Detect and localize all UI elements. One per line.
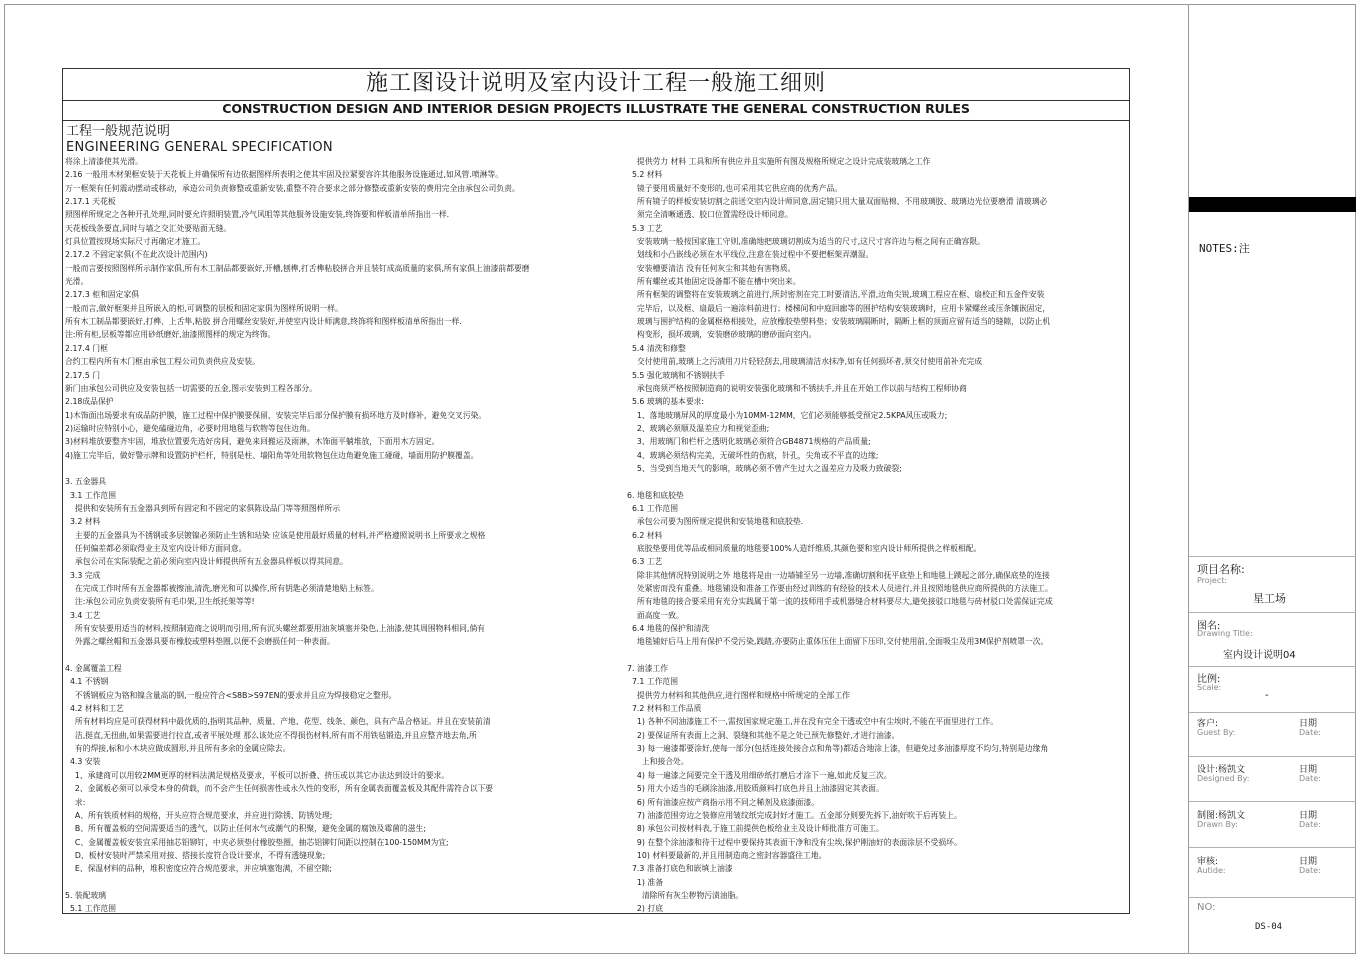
spec-line: 2.17.4 门框 <box>65 343 108 353</box>
client-date-label-en: Date: <box>1299 728 1321 737</box>
spec-line: 地毯铺好后马上用有保护不受污染,践踏,亦要防止重体压住上面留下压印,交付使用前,全面吸尘及用3M保护剂喷罩一次。 <box>627 637 1049 647</box>
title-english: CONSTRUCTION DESIGN AND INTERIOR DESIGN PROJECTS ILLUSTRATE THE GENERAL CONSTRUCTION RULES <box>222 101 970 116</box>
spec-line: 新门由承包公司供应及安装包括一切需要的五金,图示安装到工程各部分。 <box>65 383 317 393</box>
spec-line: C、金属覆盖板安装宜采用抽芯铝铆钉，中夹必须垫付橡胶垫圈，抽芯铝铆钉间距以控制在100-150MM为宜; <box>65 837 449 847</box>
drawn-date-label-en: Date: <box>1299 820 1321 829</box>
spec-line: 不锈钢板应为铬和镍含量高的钢,一般应符合<S8B>S97EN的要求并且应为焊接稳定之整形。 <box>65 690 397 700</box>
spec-line: 7.1 工作范围 <box>627 677 679 687</box>
spec-line: 完毕后，以及框、扇最后一遍涂料前进行；楼梯间和中庭回廊等的围护结构安装玻璃时，应用卡紧螺丝或压条镶嵌固定， <box>627 303 1051 313</box>
audit-date-label: 日期 <box>1299 857 1318 867</box>
spec-line: 6.1 工作范围 <box>627 503 679 513</box>
spec-line: 6.4 地毯的保护和清洗 <box>627 624 710 634</box>
spec-line: 2、玻璃必须顺及温差应力和视觉歪曲; <box>627 423 770 433</box>
tb-divider <box>1189 612 1356 613</box>
spec-line: 5.3 工艺 <box>627 223 663 233</box>
spec-line: 所有安装要用适当的材料,按照制造商之说明而引用,所有沉头螺丝都要用油灰填塞并染色,上油漆,使其周围物料相同,倘有 <box>65 624 485 634</box>
drawn-date-label: 日期 <box>1299 811 1318 821</box>
spec-line: 1) 各种不同油漆施工不一,需按国家规定施工,并在没有完全干透或空中有尘埃时,不能在平面里进行工作。 <box>627 717 998 727</box>
spec-line: 须完全清晰通透、胶口位置需经设计师同意。 <box>627 210 793 220</box>
notes-label: NOTES:注 <box>1199 242 1250 255</box>
spec-line <box>627 475 1127 488</box>
project-name: 星工场 <box>1253 592 1286 605</box>
spec-line: 3.4 工艺 <box>65 610 101 620</box>
spec-line: 交付使用前,玻璃上之污渍用刀片轻轻刮去,用玻璃清洁水抹净,如有任何损坏者,须交付使用前补充完成 <box>627 357 983 367</box>
spec-line: 2.18成品保护 <box>65 397 114 407</box>
spec-line: 底胶垫要用优等品或相同质量的地毯要100%人造纤维质,其颜色要和室内设计师所提供之样板相配。 <box>627 543 982 553</box>
spec-line: 处紧密而没有重叠。地毯铺设和准备工作要由经过训练的有经验的技术人员进行,并且按照地毯供应商所提供的方法施工。 <box>627 584 1053 593</box>
spec-line: 划线和小凸嵌线必须在水平线位,注意在装过程中不要把框架弄潮湿。 <box>627 250 874 260</box>
spec-line: 3. 五金器具 <box>65 477 107 487</box>
spec-line: 承包公司要为图所规定提供和安装地毯和底胶垫. <box>627 517 804 527</box>
spec-line: 所有螺丝或其他固定设备都不能在槽中突出来。 <box>627 277 801 287</box>
drawn-by-label-en: Drawn By: <box>1197 820 1238 829</box>
spec-line: 2.17.3 柜和固定家俱 <box>65 290 140 300</box>
spec-line: 3) 每一遍漆都要涂好,使每一部分(包括连接处接合点和角等)都适合地涂上漆，但避免过多油漆厚度不均匀,特别是边缘角 <box>627 744 1049 754</box>
spec-line: 承包公司在实际装配之前必须向室内设计师提供所有五金器具样板以得其同意。 <box>65 557 348 567</box>
spec-line: 3.2 材料 <box>65 517 101 527</box>
spec-line: 洁,挺直,无扭曲,如果需要进行拉直,或者平展处理 那么该处应不得损伤材料,所有而不用铁毡锻造,并且应整齐地去角,所 <box>65 730 477 740</box>
spec-line: 一般而言,做好框架并且所嵌入的柜,可调整的层板和固定家俱为图样所说明一样。 <box>65 303 343 313</box>
spec-line: 7) 油漆范围旁边之装修应用皱纹纸完成封好才施工。五金部分则要先拆下,油好吹干后再装上。 <box>627 810 962 820</box>
spec-line: 灯具位置按现场实际尺寸再确定才施工。 <box>65 237 206 247</box>
spec-line: 3)材料堆放要整齐牢固，堆放位置要先选好房间，避免来回搬运及雨淋，木饰面平躺堆放，下面用木方固定。 <box>65 437 440 447</box>
spec-line: 5.1 工作范围 <box>65 904 117 914</box>
spec-line: 5.4 清洗和修整 <box>627 343 686 353</box>
tb-divider <box>1189 801 1356 802</box>
drawing-title: 室内设计说明04 <box>1223 650 1296 661</box>
spec-line: 4.3 安装 <box>65 757 101 767</box>
spec-line: 10) 材料要最新的,并且用制造商之密封容器盛往工地。 <box>627 850 827 860</box>
spec-line: 2.17.1 天花板 <box>65 197 116 207</box>
section-title-english: ENGINEERING GENERAL SPECIFICATION <box>66 140 333 155</box>
spec-line <box>65 462 600 475</box>
scale-value: - <box>1265 690 1269 701</box>
spec-line: 6) 所有油漆应按产商指示用不同之稀剂及底漆面漆。 <box>627 797 819 807</box>
number-label: NO: <box>1197 902 1216 913</box>
spec-line: 提供劳力材料和其他供应,进行图样和规格中所规定的全部工作 <box>627 690 850 700</box>
spec-line: 镜子要用质量好不变形的,也可采用其它供应商的优秀产品。 <box>627 183 843 193</box>
spec-line: E、保温材料的品种，堆积密度应符合规范要求，并应填塞饱满，不留空隙; <box>65 864 332 874</box>
drawing-title-label-en: Drawing Title: <box>1197 629 1253 638</box>
spec-line: 一般而言要按照图样所示制作家俱,所有木工制品都要嵌好,开槽,刨榫,打舌榫粘胶拼合并且装钉成高质量的家俱,所有家俱上油漆前都要磨 <box>65 263 530 273</box>
spec-line: 光滑。 <box>65 277 89 287</box>
spec-line: 3.3 完成 <box>65 570 101 580</box>
spec-line: A、所有铁质材料的规格，开头应符合规范要求，并应进行除锈、防锈处理; <box>65 810 333 820</box>
spec-line: 6. 地毯和底胶垫 <box>627 490 684 500</box>
drawing-title-label: 图名: <box>1197 621 1221 632</box>
spec-line: 注:承包公司应负责安装所有毛巾架,卫生纸托架等等! <box>65 597 255 607</box>
client-label-en: Guest By: <box>1197 728 1236 737</box>
title-chinese: 施工图设计说明及室内设计工程一般施工细则 <box>365 71 826 96</box>
designer-date-label: 日期 <box>1299 765 1318 775</box>
spec-line: B、所有覆盖板的空间需要适当的透气，以防止任何水气或潮气的积聚，避免金属的腐蚀及霉菌的滋生; <box>65 824 426 834</box>
spec-line: 9) 在整个涂油漆和待干过程中要保持其表面干净和没有尘埃,保护刚油好的表面涂层不受损坏。 <box>627 837 962 847</box>
title-block <box>1188 4 1356 954</box>
spec-line: 外露之螺丝帽和五金器具要布橡胶或塑料垫圈,以便不会磨损任何一种表面。 <box>65 637 335 647</box>
spec-line: 天花板线条要直,同时与墙之交汇处要贴面无缝。 <box>65 223 232 233</box>
spec-line: 4.1 不锈钢 <box>65 677 109 687</box>
tb-divider <box>1189 556 1356 557</box>
designer-label-en: Designed By: <box>1197 774 1250 783</box>
spec-line: 照图样所规定之各种开孔处理,同时要允许照明装置,冷气风咀等其他服务设施安装,终饰要和样板清单所指出一样. <box>65 210 450 220</box>
spec-line: 5.2 材料 <box>627 170 663 180</box>
spec-line: 清除所有灰尘秽物污渍油脂。 <box>627 890 744 900</box>
spec-line: 2.16 一般用木材架框安装于天花板上并确保所有边依据图样所表明之使其牢固及拉紧要容许其他服务设施通过,如风管.喷淋等。 <box>65 170 504 180</box>
drawn-by-label: 制图:杨凯文 <box>1197 811 1246 821</box>
spec-line: 4、玻璃必须结构完美，无破坏性的伤痕，针孔，尖角或不平直的边缘; <box>627 450 879 460</box>
right-text-column <box>627 155 1127 916</box>
client-label: 客户: <box>1197 719 1219 729</box>
spec-line: 除非其他情况特别说明之外 地毯将是由一边墙铺至另一边墙,准确切割和抚平底垫上和地毯上蹼起之部分,确保底垫的连接 <box>627 570 1050 580</box>
spec-line: 3.1 工作范围 <box>65 490 117 500</box>
spec-line: 2) 打底 <box>627 904 663 914</box>
spec-line: 8) 承包公司按材料表,于施工前提供色板给业主及设计师批准方可施工。 <box>627 824 884 834</box>
spec-line: 万一框架有任何震动摆动或移动，承造公司负责修整或重新安装,重整不符合要求之部分修整或重新安装的费用完全由承包公司负责。 <box>65 183 520 193</box>
scale-label: 比例: <box>1197 674 1221 685</box>
section-title-chinese: 工程一般规范说明 <box>66 124 171 139</box>
client-date-label: 日期 <box>1299 719 1318 729</box>
spec-line: 4. 金属覆盖工程 <box>65 664 122 674</box>
spec-line: 5. 装配玻璃 <box>65 890 107 900</box>
spec-line: 2.17.5 门 <box>65 370 101 380</box>
spec-line: 所有镜子的样板安装切割之前送交室内设计师同意,固定镜只用大量双面贴棉、不用玻璃胶、玻璃边光位要磨滑 清玻璃必 <box>627 197 1048 207</box>
spec-line: 有的焊接,标和小木块应做成圆形,并且所有多余的金属应除去。 <box>65 744 291 754</box>
spec-line: 上和接合处。 <box>627 757 689 767</box>
spec-line: 5) 用大小适当的毛刷涂油漆,用胶质颜料打底色并且上油漆固定其表面。 <box>627 784 884 794</box>
designer-label: 设计:杨凯文 <box>1197 765 1246 775</box>
spec-line: 2)运输时应特别小心，避免磕碰边角，必要时用地毯与软物等包住边角。 <box>65 423 315 433</box>
spec-line: 所有地毯的接合要采用有充分实践属于第一流的技师用手或机器缝合材料要尽大,避免接驳口地毯与砖材驳口处需保证完成 <box>627 597 1053 607</box>
spec-line: 1) 准备 <box>627 877 663 887</box>
spec-line: 将涂上清漆使其光滑。 <box>65 157 143 166</box>
spec-line: 合约工程内所有木门框由承包工程公司负责供应及安装。 <box>65 357 260 367</box>
audit-label-en: Autide: <box>1197 866 1226 875</box>
project-label: 项目名称: <box>1197 563 1245 576</box>
audit-label: 审核: <box>1197 857 1219 867</box>
spec-line: 所有木工制品都要嵌好,打榫、上舌隼,粘胶 拼合用螺丝安装好,并使室内设计师满意,终饰将和图样板清单所指出一样. <box>65 317 462 327</box>
spec-line: 在完成工作时所有五金器都被擦油,清洗,磨光和可以操作,所有钥匙必须清楚地贴上标签。 <box>65 584 379 593</box>
spec-line: 构变形，损坏玻璃，安装磨砂玻璃的磨砂面向室内。 <box>627 330 817 340</box>
spec-line: 7.3 准备打底色和嵌填上油漆 <box>627 864 733 874</box>
spec-line: 7. 油漆工作 <box>627 664 669 674</box>
spec-line: 所有框架的调整将在安装玻璃之前进行,所封密剂在完工时要清洁,平滑,边角尖锐,玻璃工程应在框、扇校正和五金件安装 <box>627 290 1045 300</box>
spec-line: 求: <box>65 797 86 807</box>
project-label-en: Project: <box>1197 576 1228 585</box>
spec-line: 4)施工完毕后，做好警示牌和设置防护栏杆，特别是柱、墙阳角等处用软物包住边角避免施工碰碰，墙面用防护膜覆盖。 <box>65 450 479 460</box>
spec-line: 任何偏差都必须取得业主及室内设计师方面同意。 <box>65 543 247 553</box>
scale-label-en: Scale: <box>1197 683 1222 692</box>
spec-line: 4.2 材料和工艺 <box>65 704 124 714</box>
spec-line: 5.5 强化玻璃和不锈钢扶手 <box>627 370 725 380</box>
title-block-bar <box>1189 197 1356 212</box>
spec-line: 安装槽要清洁 没有任何灰尘和其他有害物质。 <box>627 263 796 273</box>
title-divider-lower <box>63 120 1129 121</box>
audit-date-label-en: Date: <box>1299 866 1321 875</box>
spec-line: 提供和安装所有五金器具到所有固定和不固定的家俱陈设品门等等照图样所示 <box>65 503 341 513</box>
spec-line: 6.2 材料 <box>627 530 663 540</box>
spec-line <box>65 649 600 662</box>
spec-line <box>65 876 600 889</box>
spec-line: 面高度一致。 <box>627 610 684 620</box>
left-text-column <box>65 155 600 916</box>
spec-line: 1、承建商可以用较2MM更厚的材料法满足规格及要求，平板可以折叠、挤压或以其它办法达到设计的要求。 <box>65 770 450 780</box>
tb-divider <box>1189 756 1356 757</box>
spec-line: 玻璃与围护结构的金属框格相接处，应放橡胶垫塑料垫；安装玻璃隔断时，隔断上框的顶面应留有适当的缝隙，以防止机 <box>627 317 1051 327</box>
spec-line: 安装玻璃一般按国家施工守则,准确地把玻璃切割成为适当的尺寸,这尺寸容许边与框之间有正确容限。 <box>627 237 985 247</box>
spec-line: 2.17.2 不固定家俱(不在此次设计范围内) <box>65 250 208 260</box>
spec-line: 1、落地玻璃屏风的厚度最小为10MM-12MM，它们必须能够抵受预定2.5KPA风压或吸力; <box>627 410 948 420</box>
designer-date-label-en: Date: <box>1299 774 1321 783</box>
spec-line: 所有材料均应是可获得材料中最优质的,指明其品种、质量、产地、花型、线条、颜色，具有产品合格证。并且在安装前清 <box>65 717 491 727</box>
spec-line <box>627 649 1127 662</box>
spec-line: 7.2 材料和工作品质 <box>627 704 702 714</box>
spec-line: 2、金属板必须可以承受本身的荷载，而不会产生任何损害性或永久性的变形，所有金属表面覆盖板及其配件需符合以下要 <box>65 784 494 794</box>
specification-frame <box>62 68 1130 914</box>
tb-divider <box>1189 666 1356 667</box>
spec-line: 6.3 工艺 <box>627 557 663 567</box>
spec-line: 3、用玻璃门和栏杆之透明化玻璃必须符合GB4871规格的产品质量; <box>627 437 871 447</box>
spec-line: 4) 每一遍漆之间要完全干透及用细砂纸打磨后才涂下一遍,如此反复三次。 <box>627 770 892 780</box>
spec-line: 注:所有柜,层板等都应用砂纸磨好,油漆照图样的规定为终饰。 <box>65 330 276 340</box>
spec-line: 承包商须严格按照制造商的说明安装强化玻璃和不锈扶手,并且在开始工作以前与结构工程师协商 <box>627 383 967 393</box>
spec-line: 提供劳力 材料 工具和所有供应并且实施所有图及规格所规定之设计完成装玻璃之工作 <box>627 157 931 166</box>
spec-line: 2) 要保证所有表面上之洞、裂缝和其他不是之处已预先修整好,才进行油漆。 <box>627 730 900 740</box>
spec-line: D、板材安装时严禁采用对接、搭接长度符合设计要求，不得有透缝现象; <box>65 850 326 860</box>
drawing-number: DS-04 <box>1255 922 1283 932</box>
spec-line: 5、当受到当地天气的影响，玻璃必须不曾产生过大之温差应力及吸力致破裂; <box>627 463 902 473</box>
tb-divider <box>1189 897 1356 898</box>
tb-divider <box>1189 712 1356 713</box>
spec-line: 主要的五金器具为不锈钢或多层镀镍必须防止生锈和玷染 应该是使用最好质量的材料,并严格遵照说明书上所要求之规格 <box>65 530 486 540</box>
tb-divider <box>1189 847 1356 848</box>
spec-line: 5.6 玻璃的基本要求: <box>627 397 705 407</box>
spec-line: 1)木饰面出场要求有成品防护膜，施工过程中保护膜要保留，安装完毕后部分保护膜有损坏地方及时修补，避免交叉污染。 <box>65 410 487 420</box>
